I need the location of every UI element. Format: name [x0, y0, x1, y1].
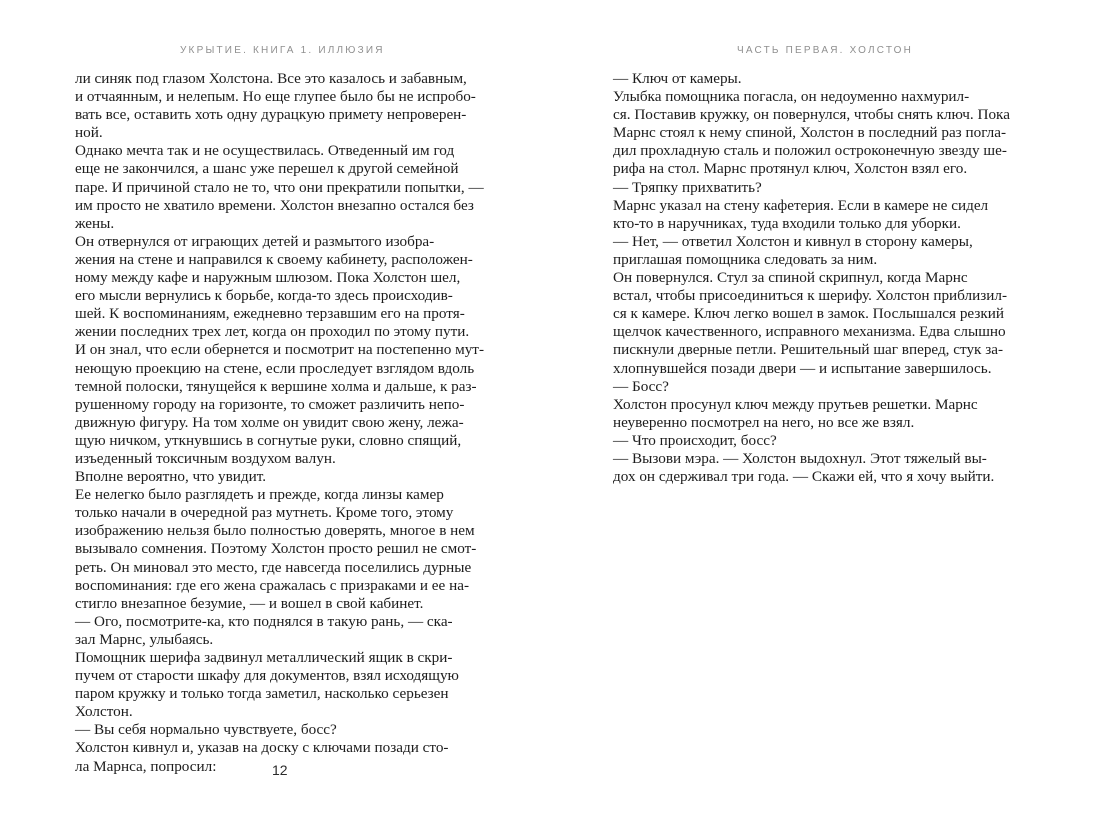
paragraph: Однако мечта так и не осуществилась. Отведенный им год еще не закончился, а шанс уже перешел к другой семейной паре. И причиной стало не то, что они прекратили попытки, — им просто не хватило времени. Холстон внезапно остался без жены.: [75, 142, 484, 232]
paragraph: Улыбка помощника погасла, он недоуменно нахмурил- ся. Поставив кружку, он повернулся, чтобы снять ключ. Пока Марнс стоял к нему спиной, Холстон в последний раз погла- дил прохладную сталь и положил остроконечную звезду ше- рифа на стол. Марнс протянул ключ, Холстон взял его.: [613, 88, 1010, 178]
paragraph: Марнс указал на стену кафетерия. Если в камере не сидел кто-то в наручниках, туда входили только для уборки.: [613, 196, 989, 232]
paragraph: Он отвернулся от играющих детей и размытого изобра- жения на стене и направился к своему кабинету, расположен- ному между кафе и наружным шлюзом. Пока Холстон шел, его мысли вернулись к борьбе, когда-то здесь происходив- шей. К воспоминаниям, ежедневно терзавшим его на протя- жении последних трех лет, когда он проходил по этому пути. И он знал, что если обернется и посмотрит на постепенно мут- неющую проекцию на стене, если проследует взглядом вдоль темной полоски, тянущейся к вершине холма и дальше, к раз- рушенному городу на горизонте, то сможет различить непо- движную фигуру. На том холме он увидит свою жену, лежа- щую ничком, уткнувшись в согнутые руки, словно спящий, изъеденный токсичным воздухом валун.: [75, 232, 485, 467]
paragraph: — Нет, — ответил Холстон и кивнул в сторону камеры, приглашая помощника следовать за ним.: [613, 232, 973, 268]
paragraph: ли синяк под глазом Холстона. Все это казалось и забавным, и отчаянным, и нелепым. Но еще глупее было бы не испробо- вать все, оставить хоть одну дурацкую примету непроверен- ной.: [75, 70, 476, 142]
left-page-text: [75, 70, 489, 776]
paragraph: — Тряпку прихватить?: [613, 178, 762, 196]
paragraph: — Вызови мэра. — Холстон выдохнул. Этот тяжелый вы- дох он сдерживал три года. — Скажи ей, что я хочу выйти.: [613, 449, 995, 486]
paragraph: — Босс?: [613, 377, 669, 395]
paragraph: Вполне вероятно, что увидит.: [75, 468, 267, 486]
paragraph: Помощник шерифа задвинул металлический ящик в скри- пучем от старости шкафу для документов, взял исходящую паром кружку и только тогда заметил, насколько серьезен Холстон.: [75, 649, 459, 721]
right-page-text: [613, 70, 1027, 486]
paragraph: Ее нелегко было разглядеть и прежде, когда линзы камер только начали в очередной раз мутнеть. Кроме того, этому изображению нельзя было полностью доверять, многое в нем вызывало сомнения. Поэтому Холстон просто решил не смот- реть. Он миновал это место, где навсегда поселились дурные воспоминания: где его жена сражалась с призраками и ее на- стигло внезапное безумие, — и вошел в свой кабинет.: [75, 486, 477, 612]
paragraph: Холстон просунул ключ между прутьев решетки. Марнс неуверенно посмотрел на него, но все же взял.: [613, 395, 978, 431]
page-number: 12: [272, 762, 288, 778]
paragraph: Он повернулся. Стул за спиной скрипнул, когда Марнс встал, чтобы присоединиться к шерифу. Холстон приблизил- ся к камере. Ключ легко вошел в замок. Послышался резкий щелчок качественного, исправного механизма. Едва слышно пискнули дверные петли. Решительный шаг вперед, стук за- хлопнувшейся позади двери — и испытание завершилось.: [613, 269, 1008, 377]
paragraph: Холстон кивнул и, указав на доску с ключами позади сто- ла Марнса, попросил:: [75, 739, 449, 775]
left-running-head: УКРЫТИЕ. КНИГА 1. ИЛЛЮЗИЯ: [180, 45, 385, 56]
paragraph: — Вы себя нормально чувствуете, босс?: [75, 721, 337, 739]
paragraph: — Ого, посмотрите-ка, кто поднялся в такую рань, — ска- зал Марнс, улыбаясь.: [75, 612, 453, 648]
paragraph: — Что происходит, босс?: [613, 431, 777, 449]
paragraph: — Ключ от камеры.: [613, 70, 742, 87]
right-running-head: ЧАСТЬ ПЕРВАЯ. ХОЛСТОН: [737, 45, 914, 56]
